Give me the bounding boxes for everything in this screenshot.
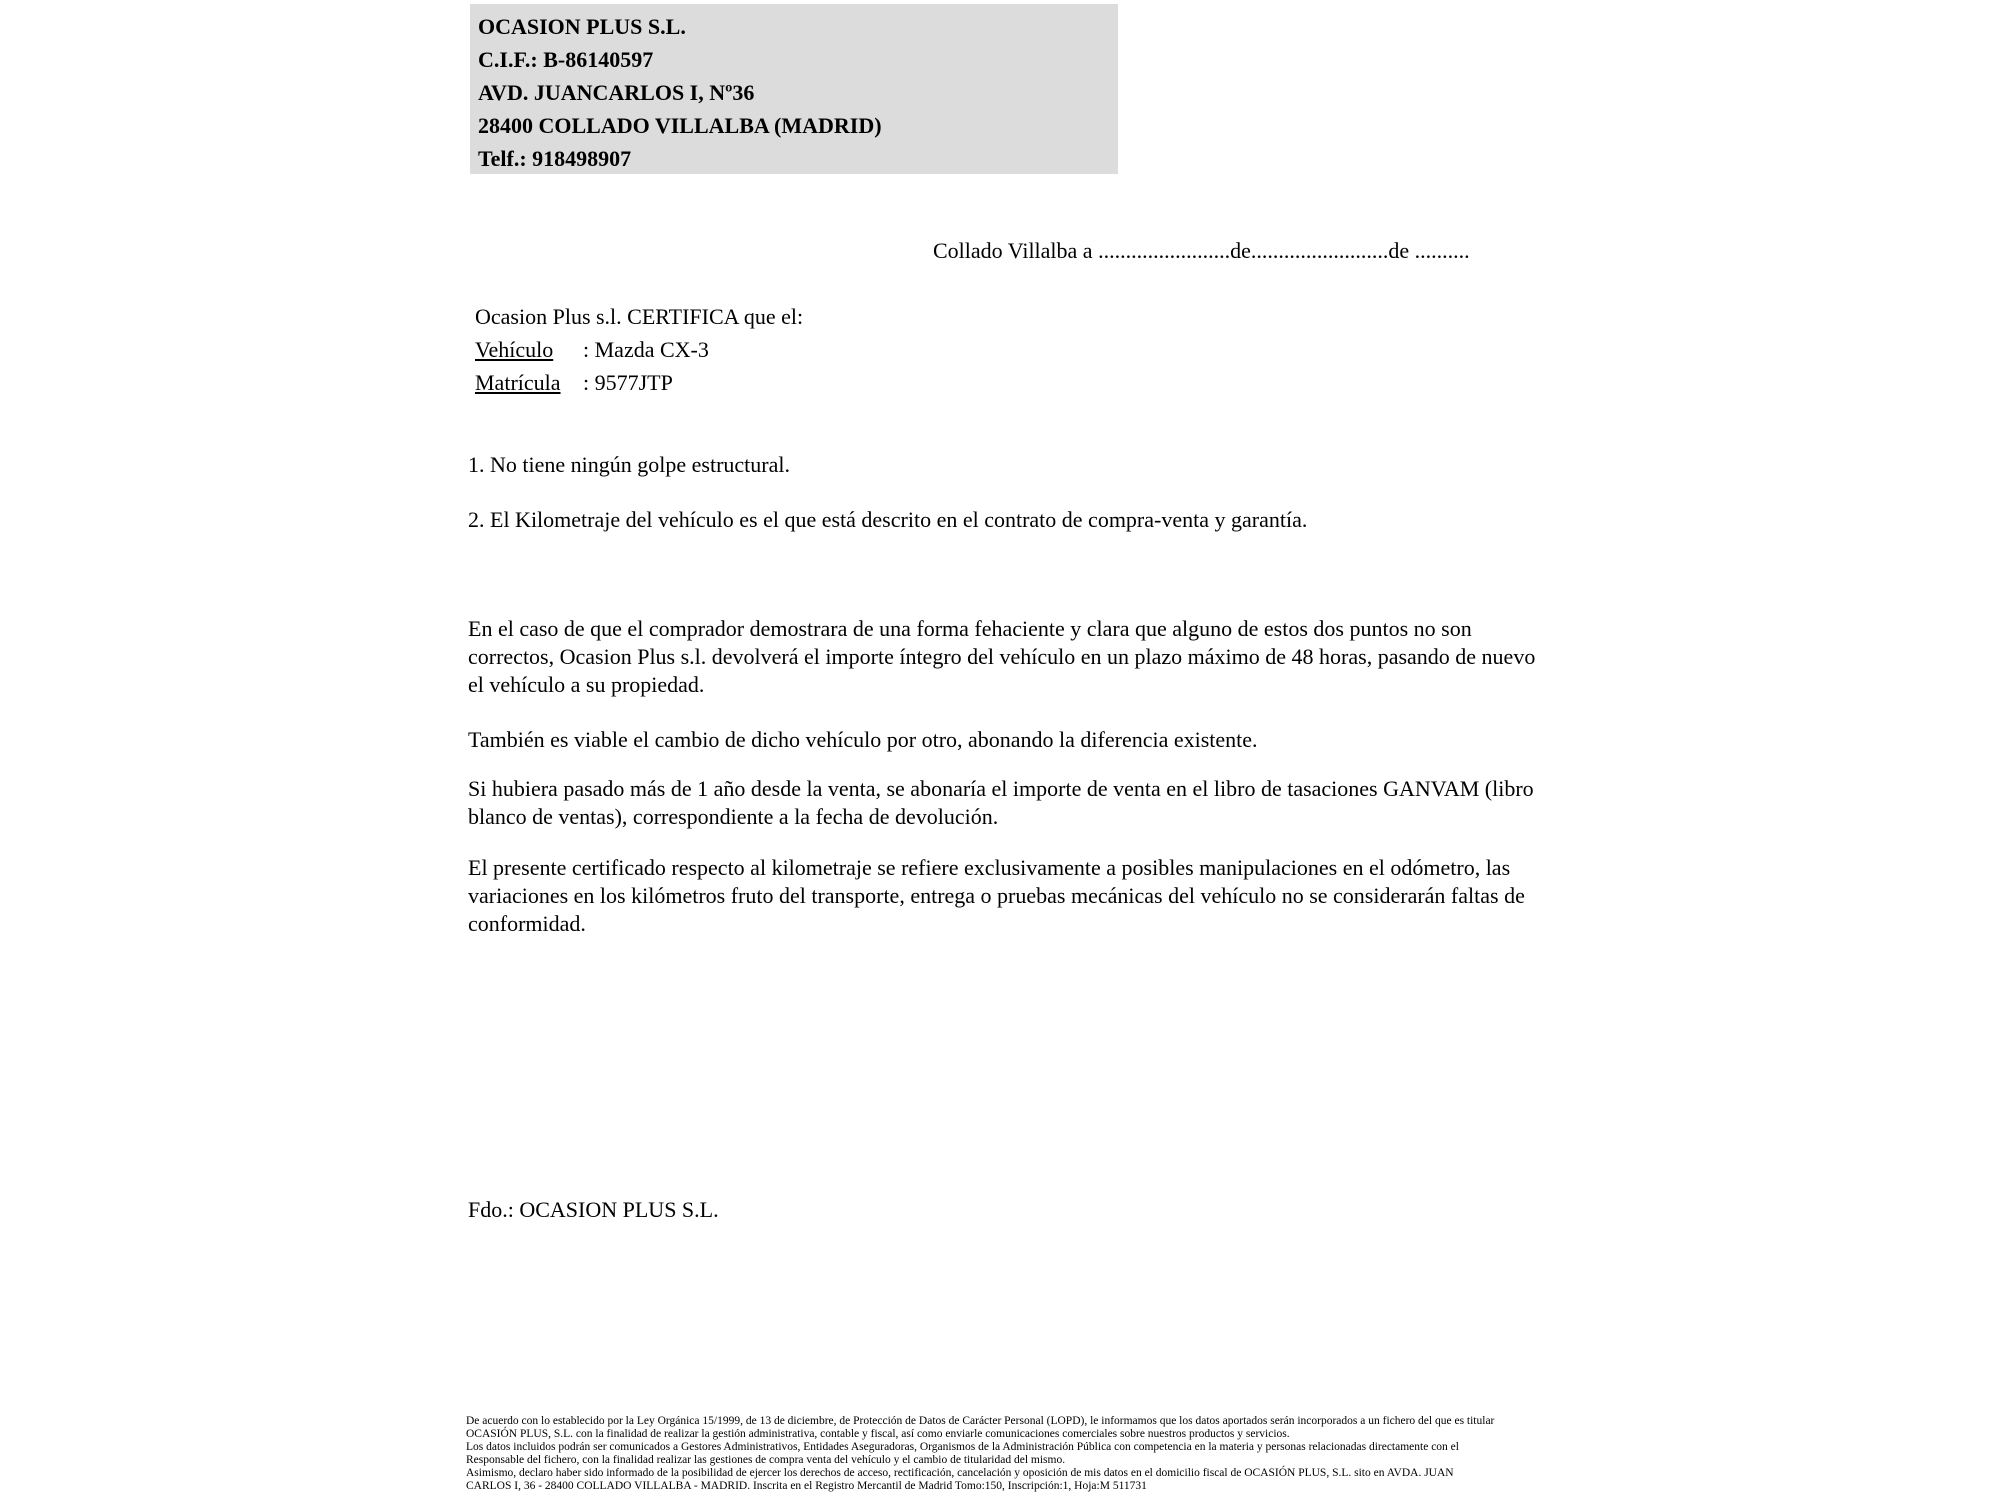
company-city: 28400 COLLADO VILLALBA (MADRID) <box>478 113 882 138</box>
legal-footer-line: OCASIÓN PLUS, S.L. con la finalidad de realizar la gestión administrativa, contable y fiscal, así como enviarle comunicaciones comerciales sobre nuestros productos y servicios. <box>466 1428 1290 1440</box>
legal-footer-line: CARLOS I, 36 - 28400 COLLADO VILLALBA - MADRID. Inscrita en el Registro Mercantil de Madrid Tomo:150, Inscripción:1, Hoja:M 511731 <box>466 1480 1147 1492</box>
plate-row <box>475 366 803 399</box>
vehicle-row <box>475 333 803 366</box>
certify-block <box>475 300 803 399</box>
paragraph-refund-clause: En el caso de que el comprador demostrara de una forma fehaciente y clara que alguno de estos dos puntos no son correctos, Ocasion Plus s.l. devolverá el importe íntegro del vehículo en un plazo máximo de 48 horas, pasando de nuevo el vehículo a su propiedad. <box>468 616 1536 697</box>
company-phone: Telf.: 918498907 <box>478 146 632 171</box>
date-line: Collado Villalba a ........................de.........................de .......... <box>933 238 1470 263</box>
company-cif: C.I.F.: B-86140597 <box>478 47 654 72</box>
signature-line: Fdo.: OCASION PLUS S.L. <box>468 1197 719 1222</box>
plate-value: : 9577JTP <box>583 370 673 395</box>
paragraph-odometer-clause: El presente certificado respecto al kilometraje se refiere exclusivamente a posibles manipulaciones en el odómetro, las variaciones en los kilómetros fruto del transporte, entrega o pruebas mecánicas del vehículo no se considerarán faltas de conformidad. <box>468 855 1525 936</box>
plate-label: Matrícula <box>475 370 561 395</box>
company-header-box <box>470 4 1118 174</box>
paragraph-exchange-clause: También es viable el cambio de dicho vehículo por otro, abonando la diferencia existente. <box>468 727 1258 752</box>
paragraph-ganvam-clause: Si hubiera pasado más de 1 año desde la venta, se abonaría el importe de venta en el libro de tasaciones GANVAM (libro blanco de ventas), correspondiente a la fecha de devolución. <box>468 776 1534 829</box>
legal-footer-line: Responsable del fichero, con la finalidad realizar las gestiones de compra venta del vehículo y el cambio de titularidad del mismo. <box>466 1454 1066 1466</box>
legal-footer <box>466 1415 1494 1493</box>
company-address: AVD. JUANCARLOS I, Nº36 <box>478 80 755 105</box>
certificate-point-2: 2. El Kilometraje del vehículo es el que está descrito en el contrato de compra-venta y garantía. <box>468 507 1308 532</box>
certify-intro: Ocasion Plus s.l. CERTIFICA que el: <box>475 304 804 329</box>
legal-footer-line: De acuerdo con lo establecido por la Ley Orgánica 15/1999, de 13 de diciembre, de Protección de Datos de Carácter Personal (LOPD), le informamos que los datos aportados serán incorporados a un fichero del que es titular <box>466 1415 1495 1427</box>
certificate-point-1: 1. No tiene ningún golpe estructural. <box>468 452 790 477</box>
vehicle-label: Vehículo <box>475 337 554 362</box>
legal-footer-line: Asimismo, declaro haber sido informado de la posibilidad de ejercer los derechos de acceso, rectificación, cancelación y oposición de mis datos en el domicilio fiscal de OCASIÓN PLUS, S.L. sito en AVDA. JUAN <box>466 1467 1454 1479</box>
vehicle-value: : Mazda CX-3 <box>583 337 709 362</box>
legal-footer-line: Los datos incluidos podrán ser comunicados a Gestores Administrativos, Entidades Aseguradoras, Organismos de la Administración Pública con competencia en la materia y personas relacionadas directamente con el <box>466 1441 1459 1453</box>
company-name: OCASION PLUS S.L. <box>478 14 686 39</box>
